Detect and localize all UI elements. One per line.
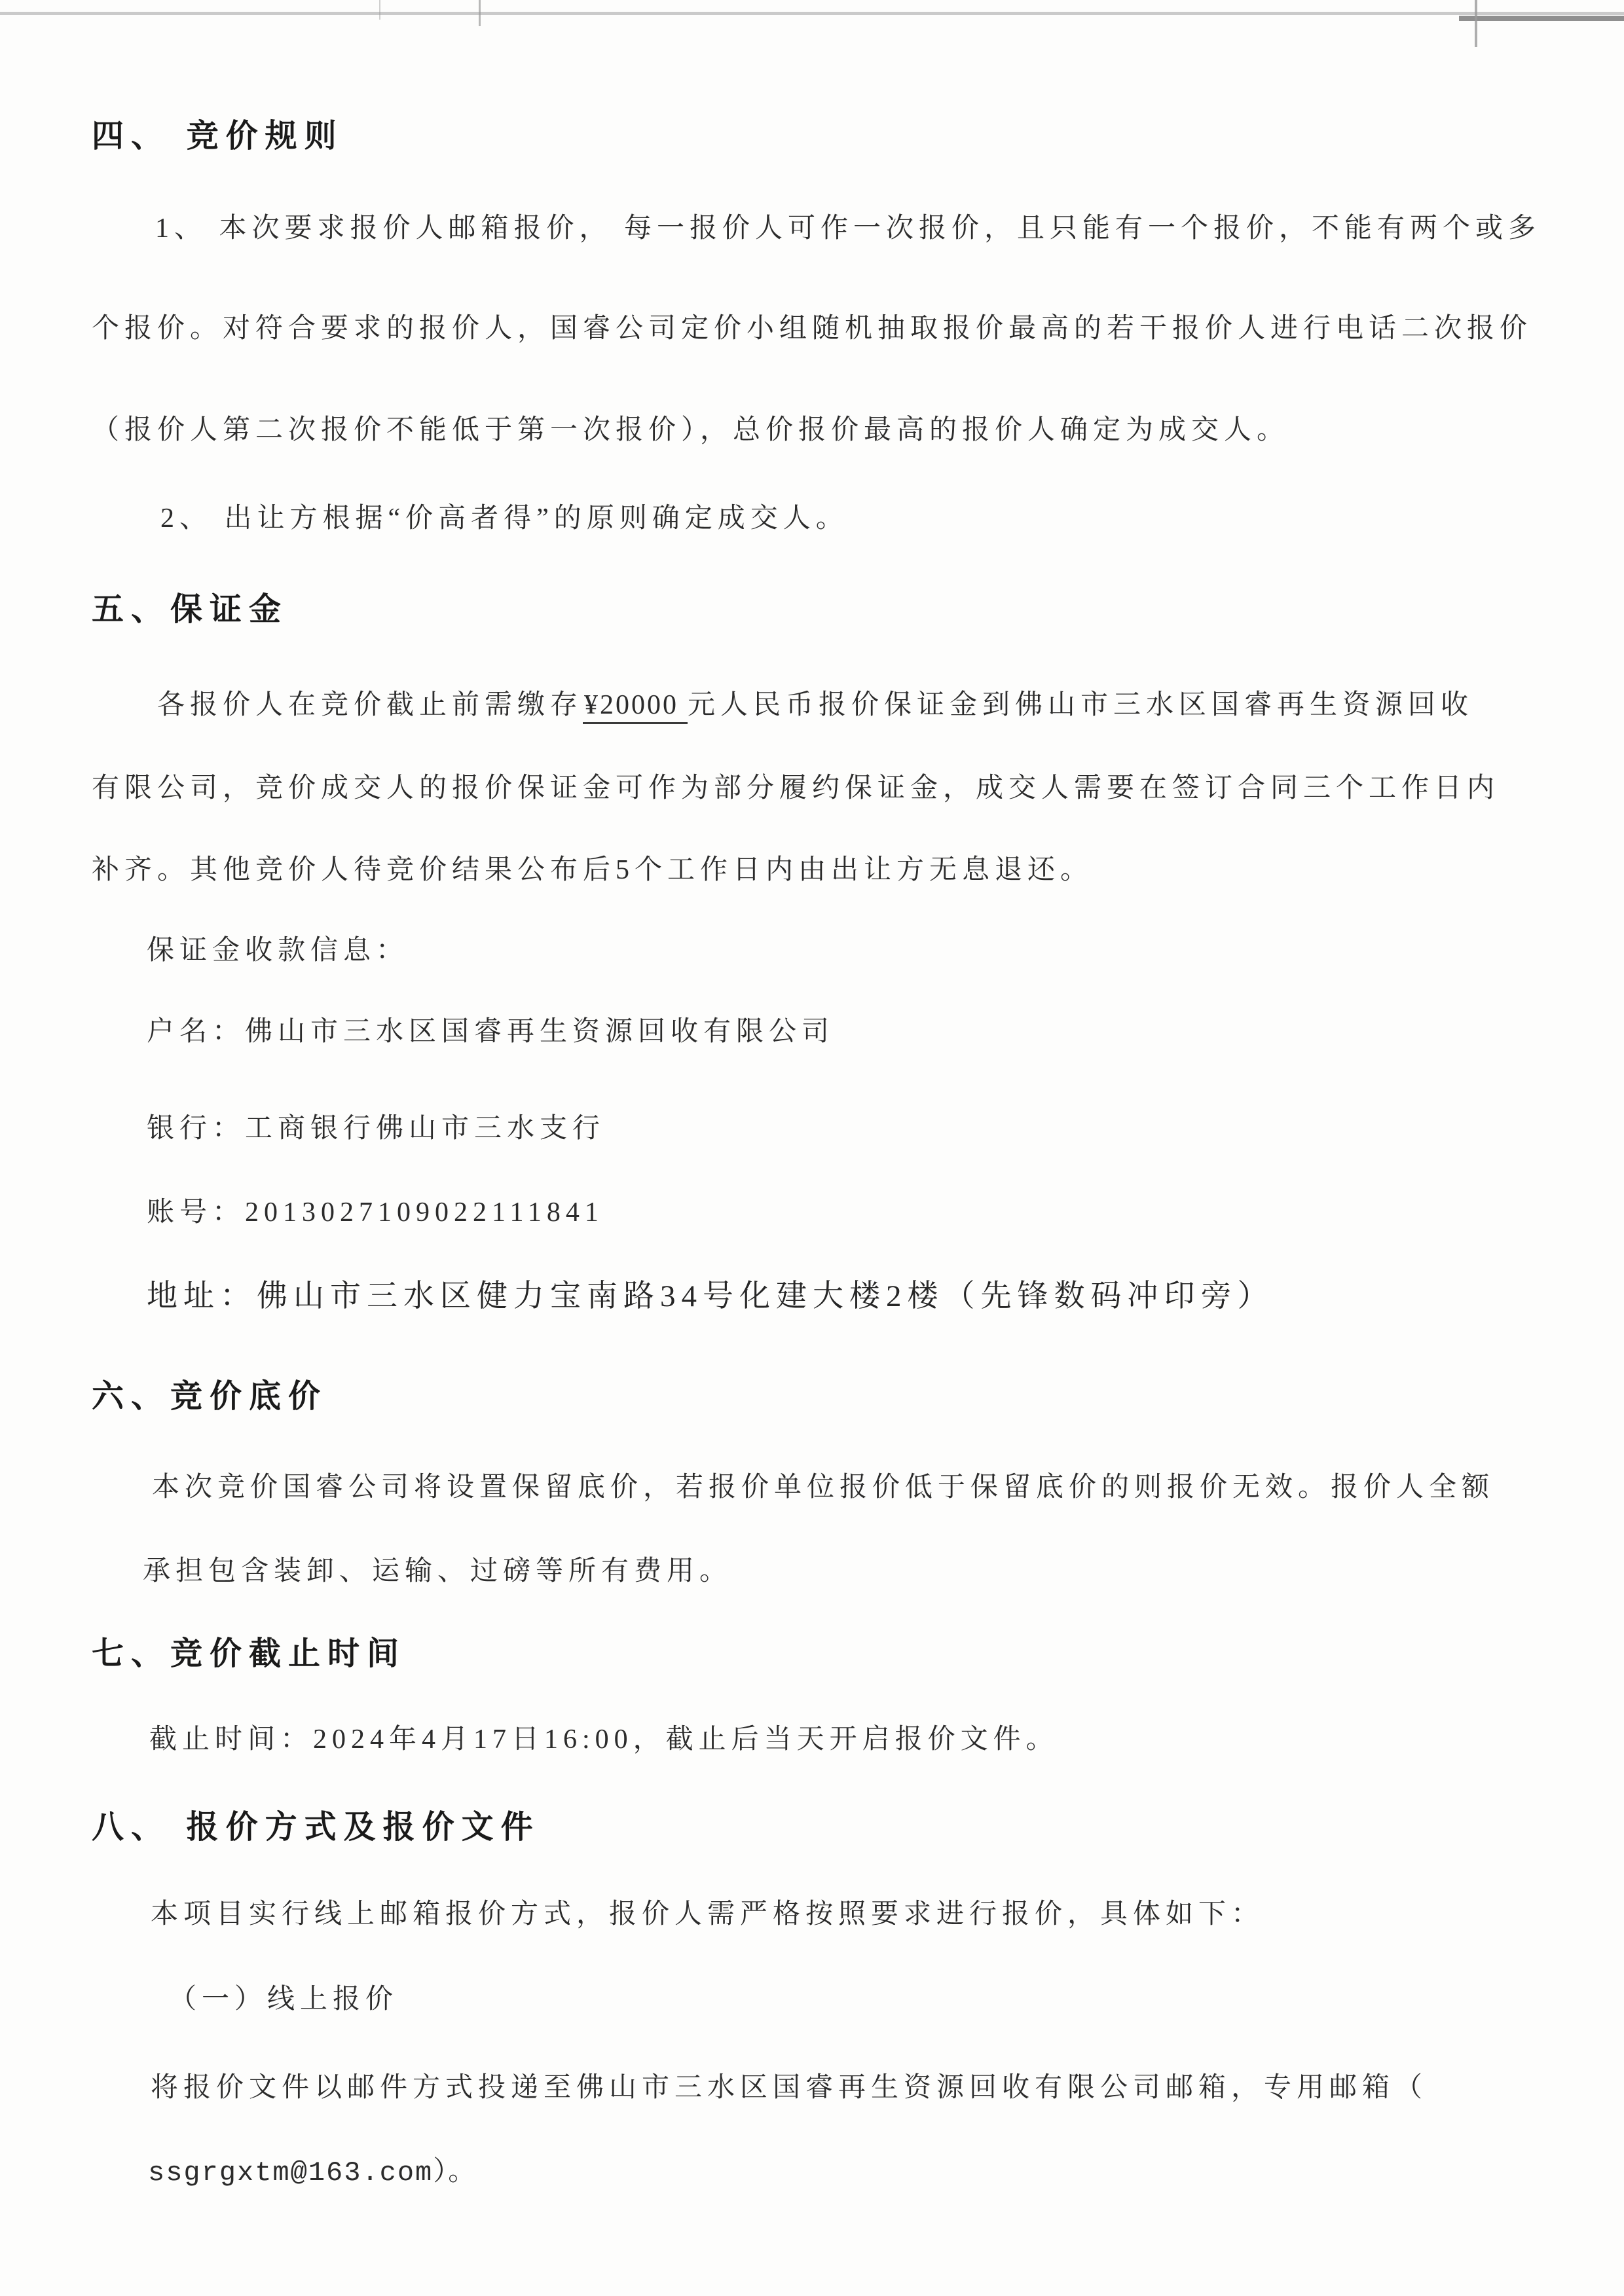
deposit-amount-underlined: ¥20000 <box>583 690 688 724</box>
deadline-line: 截止时间：2024年4月17日16:00，截止后当天开启报价文件。 <box>149 1724 1059 1755</box>
section-heading-deposit: 五、保证金 <box>92 592 289 627</box>
deposit-bank: 银行：工商银行佛山市三水支行 <box>147 1114 606 1144</box>
quotation-email-address: ssgrgxtm@163.com）。 <box>148 2157 477 2189</box>
deposit-line3: 补齐。其他竞价人待竞价结果公布后5个工作日内由出让方无息退还。 <box>92 855 1094 885</box>
deposit-line1-pre: 各报价人在竞价截止前需缴存 <box>157 690 583 720</box>
quotation-online-subheading: （一）线上报价 <box>169 1984 399 2014</box>
rule1-line1: 1、 本次要求报价人邮箱报价， 每一报价人可作一次报价，且只能有一个报价，不能有两个或多 <box>155 213 1541 244</box>
scan-tick-mark <box>379 0 380 20</box>
rule1-line3: （报价人第二次报价不能低于第一次报价），总价报价最高的报价人确定为成交人。 <box>92 415 1290 445</box>
scan-tick-mark <box>479 0 481 26</box>
reserve-price-line1: 本次竞价国睿公司将设置保留底价，若报价单位报价低于保留底价的则报价无效。报价人全额 <box>152 1472 1495 1503</box>
deposit-account-number: 账号：2013027109022111841 <box>147 1197 604 1228</box>
deposit-line2: 有限公司，竞价成交人的报价保证金可作为部分履约保证金，成交人需要在签订合同三个工作日内 <box>92 773 1500 803</box>
quotation-method-line1: 本项目实行线上邮箱报价方式，报价人需严格按照要求进行报价，具体如下： <box>151 1899 1264 1929</box>
scan-edge-line-dark <box>1459 16 1624 21</box>
deposit-info-label: 保证金收款信息： <box>147 936 409 966</box>
quotation-email-line1: 将报价文件以邮件方式投递至佛山市三水区国睿再生资源回收有限公司邮箱，专用邮箱（ <box>151 2073 1428 2103</box>
reserve-price-line2: 承担包含装卸、运输、过磅等所有费用。 <box>143 1556 733 1586</box>
deposit-address: 地址：佛山市三水区健力宝南路34号化建大楼2楼（先锋数码冲印旁） <box>147 1279 1274 1313</box>
section-heading-deadline: 七、竞价截止时间 <box>92 1636 407 1671</box>
section-heading-quotation-method: 八、 报价方式及报价文件 <box>92 1810 540 1845</box>
rule1-line2: 个报价。对符合要求的报价人，国睿公司定价小组随机抽取报价最高的若干报价人进行电话二次报价 <box>92 314 1533 344</box>
section-heading-bidding-rules: 四、 竞价规则 <box>92 118 344 154</box>
deposit-line1-post: 元人民币报价保证金到佛山市三水区国睿再生资源回收 <box>688 690 1474 720</box>
section-heading-reserve-price: 六、竞价底价 <box>92 1379 328 1414</box>
deposit-account-name: 户名：佛山市三水区国睿再生资源回收有限公司 <box>147 1017 835 1047</box>
scan-edge-line <box>0 12 1624 15</box>
scan-tick-mark <box>1475 0 1477 47</box>
rule2-line: 2、 出让方根据“价高者得”的原则确定成交人。 <box>160 503 849 534</box>
deposit-line1 <box>157 689 1473 721</box>
